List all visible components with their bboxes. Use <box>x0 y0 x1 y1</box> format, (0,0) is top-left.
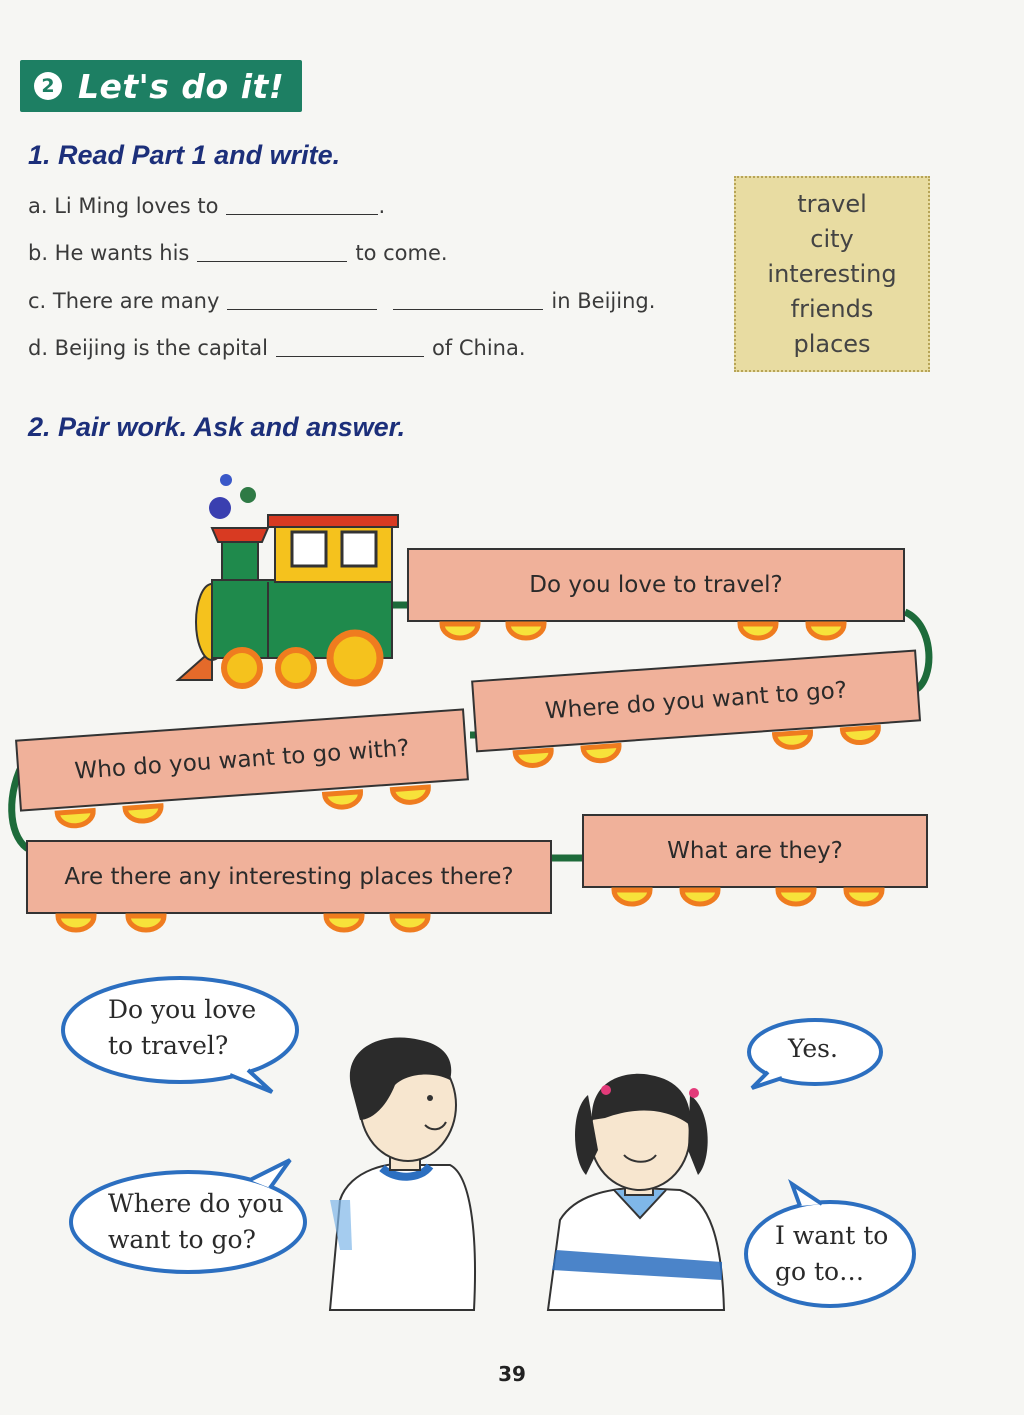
page-number: 39 <box>498 1362 526 1386</box>
item-a-text: a. Li Ming loves to <box>28 194 219 218</box>
section-title: Let's do it! <box>78 66 285 106</box>
locomotive <box>178 515 398 686</box>
item-a-blank[interactable] <box>226 213 378 215</box>
item-c-blank-2[interactable] <box>393 308 543 310</box>
word-bank <box>734 176 930 372</box>
bubble-boy-1-text <box>108 992 256 1064</box>
item-d-after: of China. <box>431 336 526 360</box>
exercise-item-b <box>28 241 448 265</box>
bubble-line: want to go? <box>108 1225 256 1254</box>
bubble-girl-1-text: Yes. <box>788 1034 838 1063</box>
word-bank-item: friends <box>790 294 874 323</box>
exercise-item-d <box>28 336 526 360</box>
exercise-2-heading: 2. Pair work. Ask and answer. <box>28 412 406 442</box>
item-b-after: to come. <box>355 241 448 265</box>
word-bank-item: places <box>793 329 871 358</box>
bubble-line: to travel? <box>108 1031 229 1060</box>
item-c-after: in Beijing. <box>551 289 656 313</box>
section-header <box>20 60 302 112</box>
item-c-blank-1[interactable] <box>227 308 377 310</box>
train-car-question-2: Where do you want to go? <box>544 677 848 725</box>
bubble-girl-2-text <box>775 1218 888 1290</box>
exercise-item-c <box>28 289 655 313</box>
item-b-blank[interactable] <box>197 260 347 262</box>
bubble-line: Where do you <box>108 1189 284 1218</box>
smoke-puff <box>240 487 256 503</box>
word-bank-item: interesting <box>767 259 897 288</box>
exercise-item-a <box>28 194 385 218</box>
smoke-puff <box>209 497 231 519</box>
smoke-puff <box>220 474 232 486</box>
train-car-question-3: Who do you want to go with? <box>73 735 411 785</box>
girl-character <box>548 1074 724 1310</box>
boy-character <box>330 1037 475 1310</box>
word-bank-item: city <box>810 224 854 253</box>
train-car-question-5: Are there any interesting places there? <box>64 864 514 890</box>
exercise-1-heading: 1. Read Part 1 and write. <box>28 140 341 170</box>
item-d-text: d. Beijing is the capital <box>28 336 268 360</box>
section-number: 2 <box>34 72 62 100</box>
train-car-question-1: Do you love to travel? <box>529 572 783 598</box>
train-car-question-4: What are they? <box>667 838 843 864</box>
bubble-line: I want to <box>775 1221 889 1250</box>
bubble-line: Do you love <box>108 995 257 1024</box>
word-bank-item: travel <box>797 189 867 218</box>
item-a-after: . <box>378 194 386 218</box>
bubble-line: go to… <box>775 1257 865 1286</box>
item-c-text: c. There are many <box>28 289 220 313</box>
item-b-text: b. He wants his <box>28 241 190 265</box>
bubble-boy-2-text <box>108 1186 284 1258</box>
item-d-blank[interactable] <box>276 355 424 357</box>
